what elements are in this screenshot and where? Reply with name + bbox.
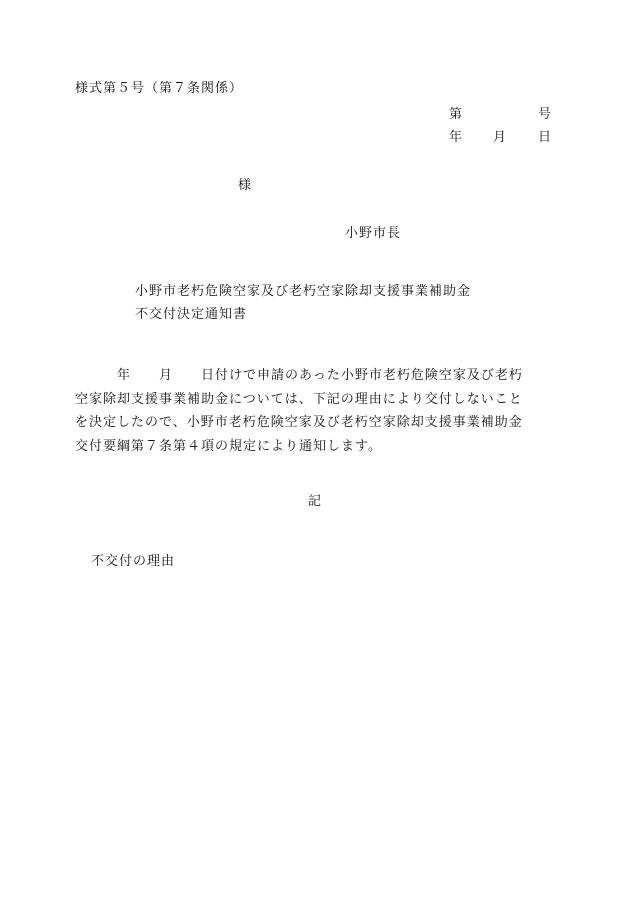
- addressee-honorific: 様: [238, 178, 253, 193]
- date-month-label: 月: [493, 130, 508, 145]
- non-grant-reason-heading: 不交付の理由: [91, 554, 176, 569]
- form-number: 様式第５号（第７条関係）: [75, 81, 244, 96]
- issuer-name: 小野市長: [345, 226, 402, 241]
- ki-heading: 記: [308, 494, 323, 509]
- document-title-line-2: 不交付決定通知書: [135, 307, 248, 322]
- notice-body: [75, 364, 553, 458]
- notice-body-line: 年 月 日付けで申請のあった小野市老朽危険空家及び老朽: [75, 368, 523, 383]
- date-day-label: 日: [538, 130, 553, 145]
- notice-body-line: を決定したので、小野市老朽危険空家及び老朽空家除却支援事業補助金: [75, 415, 523, 430]
- document-number-suffix: 号: [538, 107, 553, 122]
- notice-body-line: 空家除却支援事業補助金については、下記の理由により交付しないこと: [75, 391, 523, 407]
- date-year-label: 年: [449, 130, 464, 145]
- document-title-line-1: 小野市老朽危険空家及び老朽空家除却支援事業補助金: [135, 284, 472, 299]
- notice-body-line: 交付要綱第７条第４項の規定により通知します。: [75, 438, 382, 454]
- document-number-prefix: 第: [449, 107, 464, 122]
